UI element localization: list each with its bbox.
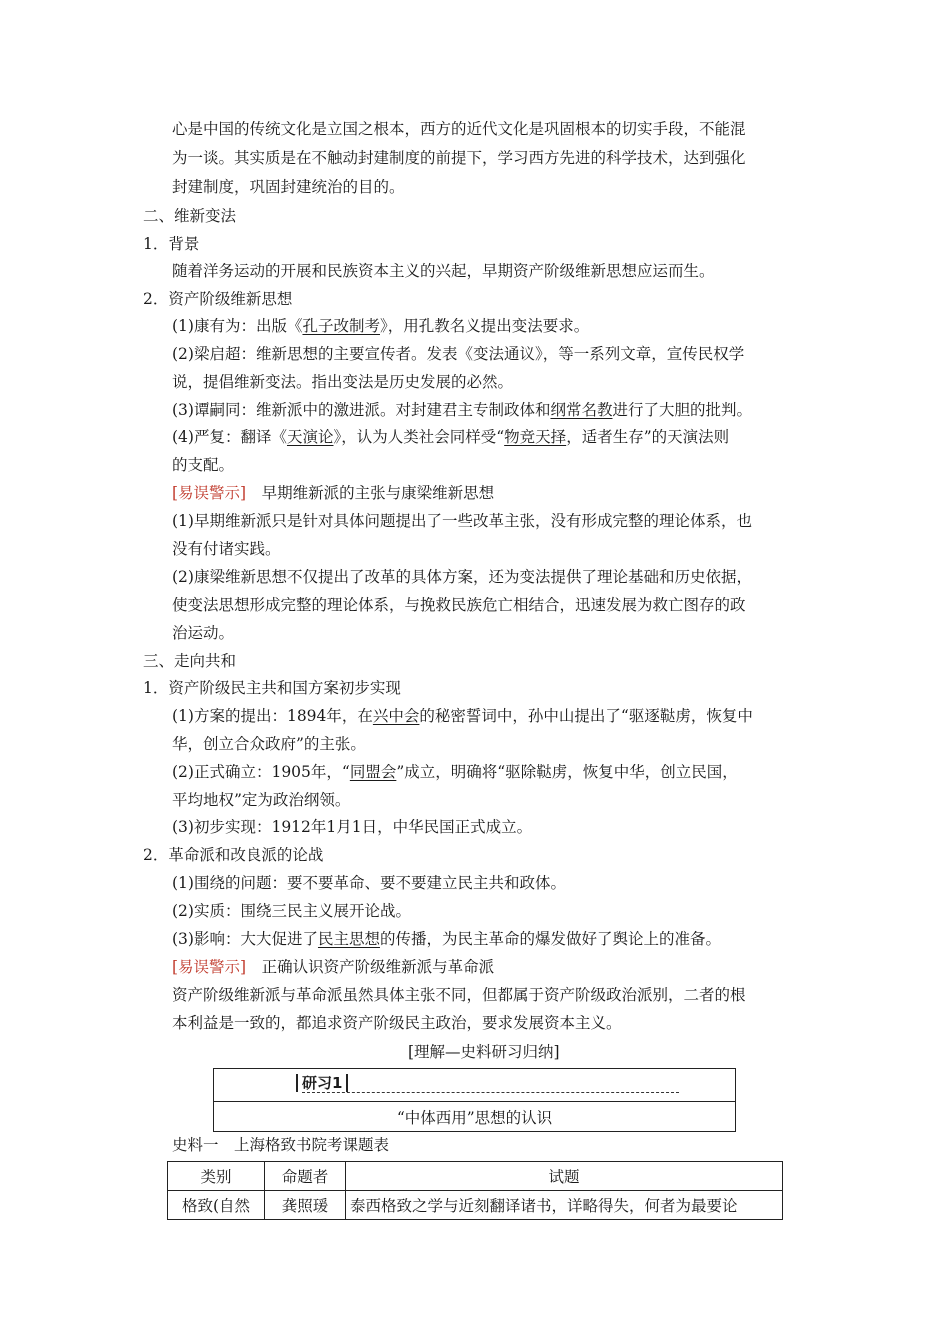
line-text: ”成立，明确将“驱除鞑虏，恢复中华，创立民国， bbox=[396, 763, 738, 781]
table-cell: 格致(自然 bbox=[168, 1191, 265, 1220]
text-line bbox=[172, 316, 589, 336]
line-text: 2．资产阶级维新思想 bbox=[143, 290, 293, 308]
line-text: 资产阶级维新派与革命派虽然具体主张不同，但都属于资产阶级政治派别，二者的根 bbox=[172, 986, 746, 1004]
line-text: 没有付诸实践。 bbox=[172, 540, 281, 558]
line-text: (1)早期维新派只是针对具体问题提出了一些改革主张，没有形成完整的理论体系，也 bbox=[172, 512, 752, 530]
text-line bbox=[172, 400, 752, 420]
text-line bbox=[143, 845, 323, 865]
table-cell: 泰西格致之学与近刻翻译诸书，详略得失，何者为最要论 bbox=[346, 1191, 783, 1220]
table-row bbox=[168, 1191, 783, 1220]
underlined-term: 孔子改制考 bbox=[302, 317, 380, 335]
text-line bbox=[172, 901, 411, 921]
line-text: 本利益是一致的，都追求资产阶级民主政治，要求发展资本主义。 bbox=[172, 1014, 622, 1032]
text-line bbox=[143, 206, 236, 226]
text-line bbox=[172, 455, 234, 475]
text-line bbox=[172, 483, 494, 503]
text-line bbox=[172, 539, 281, 559]
text-line bbox=[172, 427, 729, 447]
text-line bbox=[143, 678, 401, 698]
line-text: (2)梁启超：维新思想的主要宣传者。发表《变法通议》，等一系列文章，宣传民权学 bbox=[172, 345, 745, 363]
line-text: (3)初步实现：1912年1月1日，中华民国正式成立。 bbox=[172, 818, 533, 836]
text-line bbox=[172, 511, 752, 531]
line-text: 》，用孔教名义提出变法要求。 bbox=[379, 317, 590, 335]
line-text: 平均地权”定为政治纲领。 bbox=[172, 791, 351, 809]
text-line bbox=[143, 289, 292, 309]
text-line bbox=[172, 119, 746, 139]
line-text: 1．背景 bbox=[143, 235, 200, 253]
text-line bbox=[172, 957, 494, 977]
line-text: 的支配。 bbox=[172, 456, 235, 474]
text-line bbox=[172, 372, 513, 392]
underlined-term: 同盟会 bbox=[349, 763, 397, 781]
text-line bbox=[172, 595, 746, 615]
study-box-caption: “中体西用”思想的认识 bbox=[396, 1109, 553, 1127]
line-text: (2)正式确立：1905年，“ bbox=[172, 763, 350, 781]
line-text: 的传播，为民主革命的爆发做好了舆论上的准备。 bbox=[379, 930, 721, 948]
line-text: 二、维新变法 bbox=[143, 207, 237, 225]
line-text: (2)实质：围绕三民主义展开论战。 bbox=[172, 902, 411, 920]
line-text: (1)方案的提出：1894年，在 bbox=[172, 707, 373, 725]
study-box bbox=[213, 1068, 736, 1132]
dashed-divider bbox=[302, 1092, 679, 1093]
table-header-cell: 命题者 bbox=[265, 1162, 346, 1191]
line-text: (3)谭嗣同：维新派中的激进派。对封建君主专制政体和 bbox=[172, 401, 551, 419]
text-line bbox=[172, 985, 746, 1005]
table-header-cell: 试题 bbox=[346, 1162, 783, 1191]
warning-label: [易误警示] bbox=[172, 484, 247, 502]
line-text: (3)影响：大大促进了 bbox=[172, 930, 318, 948]
line-text: 华，创立合众政府”的主张。 bbox=[172, 735, 366, 753]
line-text: 封建制度，巩固封建统治的目的。 bbox=[172, 178, 405, 196]
line-text: ，适者生存”的天演法则 bbox=[566, 428, 730, 446]
text-line bbox=[172, 929, 721, 949]
study-box-header bbox=[214, 1069, 735, 1102]
line-text: (2)康梁维新思想不仅提出了改革的具体方案，还为变法提供了理论基础和历史依据， bbox=[172, 568, 752, 586]
text-line bbox=[172, 623, 234, 643]
text-line bbox=[172, 344, 744, 364]
underlined-term: 民主思想 bbox=[317, 930, 380, 948]
line-text: 早期维新派的主张与康梁维新思想 bbox=[246, 484, 495, 502]
text-line bbox=[172, 148, 746, 168]
line-text: 随着洋务运动的开展和民族资本主义的兴起，早期资产阶级维新思想应运而生。 bbox=[172, 262, 715, 280]
line-text: 为一谈。其实质是在不触动封建制度的前提下，学习西方先进的科学技术，达到强化 bbox=[172, 149, 746, 167]
text-line bbox=[172, 762, 738, 782]
line-text: 说，提倡维新变法。指出变法是历史发展的必然。 bbox=[172, 373, 514, 391]
underlined-term: 兴中会 bbox=[372, 707, 420, 725]
text-line bbox=[172, 817, 532, 837]
source-title: 史料一 上海格致书院考课题表 bbox=[172, 1136, 390, 1154]
line-text: 的秘密誓词中，孙中山提出了“驱逐鞑虏，恢复中 bbox=[419, 707, 753, 725]
text-line bbox=[172, 177, 405, 197]
line-text: 正确认识资产阶级维新派与革命派 bbox=[246, 958, 495, 976]
line-text: 1．资产阶级民主共和国方案初步实现 bbox=[143, 679, 401, 697]
warning-label: [易误警示] bbox=[172, 958, 247, 976]
underlined-term: 天演论 bbox=[286, 428, 334, 446]
line-text: 》，认为人类社会同样受“ bbox=[333, 428, 505, 446]
underlined-term: 纲常名教 bbox=[550, 401, 613, 419]
line-text: 2．革命派和改良派的论战 bbox=[143, 846, 324, 864]
text-line bbox=[143, 234, 199, 254]
exam-table bbox=[167, 1161, 783, 1220]
line-text: (4)严复：翻译《 bbox=[172, 428, 287, 446]
study-tag: 研习1 bbox=[296, 1074, 348, 1092]
table-cell: 龚照瑗 bbox=[265, 1191, 346, 1220]
table-header-cell: 类别 bbox=[168, 1162, 265, 1191]
text-line bbox=[172, 567, 752, 587]
underlined-term: 物竞天择 bbox=[504, 428, 567, 446]
line-text: (1)康有为：出版《 bbox=[172, 317, 303, 335]
text-line bbox=[172, 734, 366, 754]
line-text: 进行了大胆的批判。 bbox=[612, 401, 752, 419]
line-text: 治运动。 bbox=[172, 624, 235, 642]
text-line bbox=[143, 651, 236, 671]
line-text: 使变法思想形成完整的理论体系，与挽救民族危亡相结合，迅速发展为救亡图存的政 bbox=[172, 596, 746, 614]
line-text: 心是中国的传统文化是立国之根本，西方的近代文化是巩固根本的切实手段，不能混 bbox=[172, 120, 746, 138]
table-header-row bbox=[168, 1162, 783, 1191]
text-line bbox=[172, 790, 350, 810]
line-text: 三、走向共和 bbox=[143, 652, 237, 670]
line-text: (1)围绕的问题：要不要革命、要不要建立民主共和政体。 bbox=[172, 874, 566, 892]
text-line bbox=[172, 1013, 622, 1033]
text-line bbox=[172, 706, 753, 726]
text-line bbox=[172, 873, 566, 893]
text-line bbox=[172, 261, 715, 281]
section-heading: [理解—史料研习归纳] bbox=[408, 1043, 560, 1061]
